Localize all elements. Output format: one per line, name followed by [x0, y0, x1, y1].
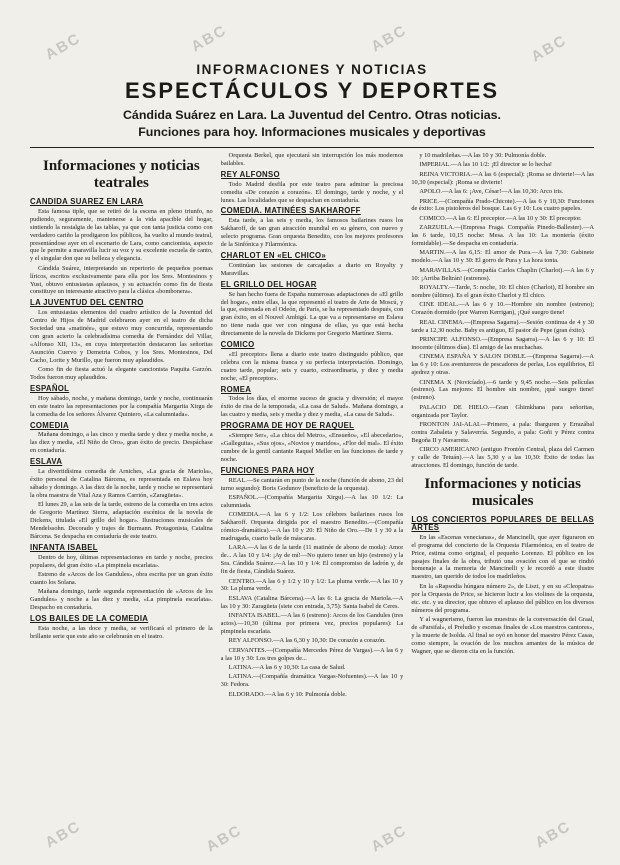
article-paragraph: APOLO.—A las 6: ¡Ave, César!—A las 10,30: Arco iris. [419, 188, 564, 196]
article-paragraph: CINEMA ESPAÑA Y SALON DOBLE.—(Empresa Sagarra).—A las 6 y 10: Los aventureros de pescadores de perlas, Los equilibrios, El ajedrez y otras. [411, 353, 595, 377]
section-heading: ESPAÑOL [30, 383, 70, 393]
section-heading: COMEDIA [30, 420, 69, 430]
column-3 [411, 152, 594, 832]
article-paragraph: Se han hecho fuera de España numerosas adaptaciones de «El grillo del hogar», entre ellas, la que representó el teatro de Arte de Moscú, y la que, estrenada en el Odeón, de París, se ha representado después, con gran éxito, en el Nouvel Ambigú. La que va a representarse en Eslava no tiene nada que ver con ninguna de ellas, ya que está hecha directamente de la novela de Dickens por Gregorio Martínez Sierra. [220, 290, 404, 338]
section-heading: REY ALFONSO [220, 169, 280, 179]
article-paragraph: COMEDIA.—A las 6 y 1/2: Los célebres bailarines rusos los Sakharoff. Orquesta dirigida por el maestro Benedito.—(Compañía cómico-dramática).—A las 10 y 20: El Niño de Oro.—De 1 y 30 a la madrugada, cuarto baile de máscaras. [220, 511, 404, 542]
article-paragraph: Cándida Suárez, interpretando un repertorio de pequeños poemas líricos, escritos exclusivamente para ella por los Sres. Montesinos y Yust, obtuvo entusiastas aplausos, y su actuación como fin de fiesta constituye un interesante atractivo para la clásica «bombonera». [30, 264, 213, 296]
section-kicker: INFORMACIONES Y NOTICIAS [196, 62, 428, 77]
watermark-stamp: ABC [532, 817, 575, 852]
article-paragraph: PALACIO DE HIELO.—Gran Ghimkhana para señoritas, organizada por Taylor. [411, 403, 595, 419]
article-paragraph: FRONTON JAI-ALAI.—Primero, a pala: Ibarguren y Errazábal contra Zabaleta y Salaverría. Segundo, a pala: Goñi y Pérez contra Begoña II y Navarrete. [411, 421, 595, 444]
section-heading: ROMEA [220, 384, 252, 394]
article-paragraph: CINE IDEAL.—A las 6 y 10.—Hombre sin nombre (estreno); Corazón dormido (por Warren Kerrigan), ¡Qué suegro tiene! [411, 301, 595, 317]
article-paragraph: Como fin de fiesta actuó la elegante cancionista Paquita Garzón. Todos fueron muy aplaudidos. [30, 366, 213, 382]
article-paragraph: Los entusiastas elementos del cuadro artístico de la Juventud del Centro de Hijos de Madrid celebraron ayer en el teatro de dicha Sociedad una «matinée», que estuvo muy concurrida, representando con gran acierto la celebradísima comedia de Fernández del Villar, «Alfonso XII, 13», en cuya interpretación destacaron las señoritas Asunción Cuervo y Demetria Cobos, y los Sres. Montesinos, Del Cacho, Lorite y Murillo, que fueron muy aplaudidos. [30, 309, 213, 364]
article-paragraph: Esta famosa tiple, que se retiró de la escena en pleno triunfo, no pudiendo, seguramente, mantenerse a la vida apacible del hogar, sintiendo la nostalgia de las tablas, ya que con tanta justicia como con verdadero cariño la prodigaron los públicos, ha vuelto al mundo teatral, presentándose ayer en el escenario de Lara, como cancionista, aspecto que le permite a maravilla lucir su voz y su excelente escuela de canto, y el singular don que su belleza y elegancia. [30, 207, 213, 263]
article-paragraph: INFANTA ISABEL.—A las 6 (estreno): Arcos de los Gandules (tres actos).—10,30 (última por primera vez, precios populares): La pimpinela escarlata. [220, 612, 404, 635]
article-paragraph: Y al wagnerismo, fueron las muestras de la conversación del Graal, de «Parsifal», el Preludio y escenas finales de «Los maestros cantores», y la muerte de Isolda. Al final se oyó en honor del maestro Pérez Casas, como siempre, la ovación de los muchos amantes de la música de Wagner, que se dieron cita en la función. [411, 615, 595, 655]
section-heading: COMICO [220, 340, 255, 350]
subtitle-line-2: Funciones para hoy. Informaciones musicales y deportivas [138, 125, 486, 139]
article-paragraph: REY ALFONSO.—A las 6,30 y 10,30: De corazón a corazón. [228, 637, 386, 645]
section-heading: CANDIDA SUAREZ EN LARA [30, 197, 144, 206]
article-paragraph: Continúan las sesiones de carcajadas a diario en Royalty y Maravillas. [220, 261, 404, 277]
article-paragraph: La divertidísima comedia de Arniches, «La gracia de Mariola», éxito personal de Catalina Bárcena, es representada en Eslava hoy sábado y domingo. A las diez de la noche, tarde y noche se representará la obra maestra de Vital Aza y Ramos Carrión, «Zaragüeta». [30, 468, 213, 499]
column-2 [221, 152, 404, 832]
column-title: Informaciones y noticias teatrales [43, 158, 200, 191]
article-paragraph: CERVANTES.—(Compañía Mercedes Pérez de Vargas).—A las 6 y a las 10 y 30: Los tres golpes de... [220, 646, 404, 662]
watermark-stamp: ABC [368, 21, 411, 56]
header-rule [30, 147, 594, 148]
article-paragraph: En la «Rapsodia húngara número 2», de Liszt, y en su «Cleopatra» por la Orquesta de Price, se hicieron lucir a los violines de la orquesta, etc. etc. y su director, que obtuvo el aplauso del público en los diversos números del programa. [411, 582, 595, 614]
page-title: ESPECTÁCULOS Y DEPORTES [124, 78, 500, 103]
section-heading: FUNCIONES PARA HOY [220, 465, 315, 475]
column-1 [30, 152, 213, 832]
watermark-stamp: ABC [42, 817, 85, 852]
article-paragraph: IMPERIAL.—A las 10 1/2: ¡El director se lo hecha! [419, 161, 553, 169]
article-paragraph: LARA.—A las 6 de la tarde (11 matinée de abono de moda): Amor de... A las 10 y 1/4: ¡Ay de mí!—No quiero tener un hijo (estreno) y la Sra. Cándida Suárez.—A las 10 y 1/4: El compromiso de ladrón y, de fin de fiesta, Cándida Suárez. [220, 544, 404, 576]
article-paragraph: ZARZUELA.—(Empresa Fraga. Compañía Pinedo-Ballester).—A las 6 tarde, 10,15 noche: Mesa. A las 10: La montería (éxito formidable).—Se despacha en contaduría. [411, 224, 595, 248]
article-paragraph: CINEMA X (Novicíado).—6 tarde y 9,45 noche.—Seis películas (estreno). Las mejores: El hombre sin nombre, ¡qué suegro tiene! (estreno). [411, 378, 595, 402]
section-heading: INFANTA ISABEL [30, 542, 98, 552]
music-title: Informaciones y noticias musicales [424, 476, 582, 510]
article-paragraph: CIRCO AMERICANO (antiguo Frontón Central, plaza del Carmen y calle de Tetuán).—A las 5,30 y a las 10,30: Éxito de todas las atracciones. El domingo, función de tarde. [411, 446, 595, 470]
article-paragraph: Todos los días, el enorme suceso de gracia y diversión; el mayor éxito de risa de la temporada, «La casa de Salud». Mañana domingo, a las cuatro y media, seis y media y diez y media, «La casa de Salud». [220, 395, 404, 419]
columns [30, 152, 594, 832]
subtitle-line-1: Cándida Suárez en Lara. La Juventud del Centro. Otras noticias. [122, 108, 501, 122]
watermark-stamp: ABC [368, 821, 411, 856]
article-paragraph: Mañana domingo, a las cinco y media tarde y diez y media noche, a las diez y media, «El Niño de Oro», gran éxito de precio. Despáchase en contaduría. [30, 431, 213, 455]
article-paragraph: Mañana domingo, tarde segunda representación de «Arcos de los Gandules» y noche a las diez y media, «La pimpinela escarlata». Despacho en contaduría. [30, 588, 213, 612]
article-paragraph: Orquesta Berkel, que ejecutará sin interrupción los más modernos bailables. [220, 152, 404, 167]
article-paragraph: Esta noche, a las doce y media, se verificará el primero de la brillante serie que este año se celebrarán en el teatro. [30, 624, 213, 640]
watermark-stamp: ABC [42, 29, 85, 64]
watermark-stamp: ABC [188, 21, 231, 56]
article-paragraph: En las «Escenas venecianas», de Mancinelli, que ayer figuraron en el programa del concierto de la Orquesta Filarmónica, en el teatro de Price, estima como original, el pequeño Lorenzo. El público en los pasajes finales de la obra, tributó una ovación con el que se rindió homenaje a la memoria de Mancinelli y le recordó a este ilustre maestro, tan querido de todos los madrileños. [411, 533, 595, 581]
article-paragraph: LATINA.—A las 6 y 10,30: La casa de Salud. [228, 664, 346, 672]
article-paragraph: ROYALTY.—Tarde, 5: noche, 10: El chico (Charlot), El hombre sin nombre (último). Es el gran éxito Charlot y El chico. [411, 284, 595, 299]
article-paragraph: LATINA.—(Compañía dramática Vargas-Nofuentes).—A las 10 y 30: Fedora. [220, 673, 404, 689]
article-paragraph: ELDORADO.—A las 6 y 10: Pulmonía doble. [228, 690, 347, 698]
article-paragraph: CENTRO.—A las 6 y 1/2 y 10 y 1/2: La pluma verde.—A las 10 y 30: La pluma verde. [220, 577, 404, 593]
watermark-stamp: ABC [528, 31, 571, 66]
article-paragraph: Estreno de «Arcos de los Gandules», obra escrita por un gran éxito cuanto los Solana. [30, 570, 213, 586]
article-paragraph: COMICO.—A las 6: El preceptor.—A las 10 y 30: El preceptor. [419, 214, 582, 222]
article-paragraph: REINA VICTORIA.—A las 6 (especial): ¡Roma se divierte!—A las 10,30 (especial): ¡Roma se divierte! [411, 170, 595, 186]
article-paragraph: ESPAÑOL.—(Compañía Margarita Xirgu).—A las 10 1/2: La calumniada. [220, 493, 404, 509]
article-paragraph: Todo Madrid desfila por este teatro para admirar la preciosa comedia «De corazón a corazón». El domingo, tarde y noche, y el lunes. Las localidades que se despachan en contaduría. [220, 180, 404, 204]
section-heading: EL GRILLO DEL HOGAR [220, 279, 317, 289]
section-heading: CHARLOT EN «EL CHICO» [220, 250, 327, 260]
article-paragraph: ESLAVA (Catalina Bárcena).—A las 6: La gracia de Mariola.—A las 10 y 30: Zaragüeta (siete con entrada, 3,75): Santa Isabel de Ceres. [220, 594, 404, 610]
article-paragraph: REAL.—Se cantarán en punto de la noche (función de abono, 23 del turno segundo): Boris Godunov (beneficio de la orquesta). [220, 476, 404, 492]
section-heading: LA JUVENTUD DEL CENTRO [30, 298, 144, 308]
watermark-stamp: ABC [203, 821, 246, 856]
article-paragraph: REAL CINEMA.—(Empresa Sagarra).—Sesión continua de 4 y 30 tarde a 12,30 noche. Baby es antiguo, El pastor de Pepe (gran éxito). [411, 318, 595, 334]
section-heading: LOS CONCIERTOS POPULARES DE BELLAS ARTES [411, 515, 595, 532]
article-paragraph: PRICE.—(Compañía Prado-Chicote).—A las 6 y 10,30: Funciones de éxito: Los pistoleros del bosque. Las 6 y 10: Los cuatro papeles. [411, 197, 595, 213]
section-heading: PROGRAMA DE HOY DE RAQUEL [220, 421, 355, 431]
article-paragraph: «Siempre Ser», «La chica del Metro», «Ensueño», «El abecedario», «Galleguita», «Sus ojos», «Novios y maridos», «Flor del mal». El éxito cumbre de la gentil cantante Raquel Meller en las funciones de tarde y noche. [220, 432, 404, 463]
article-paragraph: MARTIN.—A las 6,15: El amor de Pura.—A las 7,30: Gabinete modelo.—A las 10 y 30: El gorro de Pura y La hora tonta. [411, 249, 595, 265]
section-heading: ESLAVA [30, 457, 63, 467]
article-paragraph: «El preceptor» llena a diario este teatro distinguido público, que celebra con la misma franca y su perfecta interpretación. Domingo, cuatro tarde, popular; seis y cuarto, extraordinaria, y diez y media noche, «El preceptor». [220, 350, 404, 382]
section-heading: COMEDIA. MATINÉES SAKHAROFF [220, 206, 361, 216]
article-paragraph: Esta tarde, a las seis y media, los famosos bailarines rusos los Sakharoff, de tan gran atracción mundial en su género, con nuevo y selecto programa. Gran orquesta Benedito, con los mejores profesores de la Sinfónica y Filarmónica. [220, 217, 404, 249]
article-paragraph: El lunes 29, a las seis de la tarde, estreno de la comedia en tres actos de Gregorio Martínez Sierra, adaptación escénica de la novela de Dickens, titulada «El grillo del hogar». Ilustraciones musicales de Mendelssohn. Decorado y trajes de Burmann. Protagonista, Catalina Bárcena. Se despacha en contaduría de este teatro. [30, 501, 213, 540]
article-paragraph: MARAVILLAS.—(Compañía Carlos Chaplin (Charlot).—A las 6 y 10: ¡Arriba Beltrán! (estrenos). [411, 266, 595, 282]
article-paragraph: Dentro de hoy, últimas representaciones en tarde y noche, precios populares, del gran éxito «La pimpinela escarlata». [30, 553, 213, 569]
section-heading: LOS BAILES DE LA COMEDIA [30, 614, 149, 623]
article-paragraph: y 10 madrileñas.—A las 10 y 30: Pulmonía doble. [419, 152, 547, 159]
article-paragraph: Hoy sábado, noche, y mañana domingo, tarde y noche, continuarán en este teatro las representaciones por la compañía Margarita Xirgu de la comedia de los señores Álvarez Quintero, «La calumniada». [30, 394, 213, 418]
article-paragraph: PRINCIPE ALFONSO.—(Empresa Sagarra).—A las 6 y 10: El inocente (últimos días). El amigo de las muchachas. [411, 336, 595, 351]
